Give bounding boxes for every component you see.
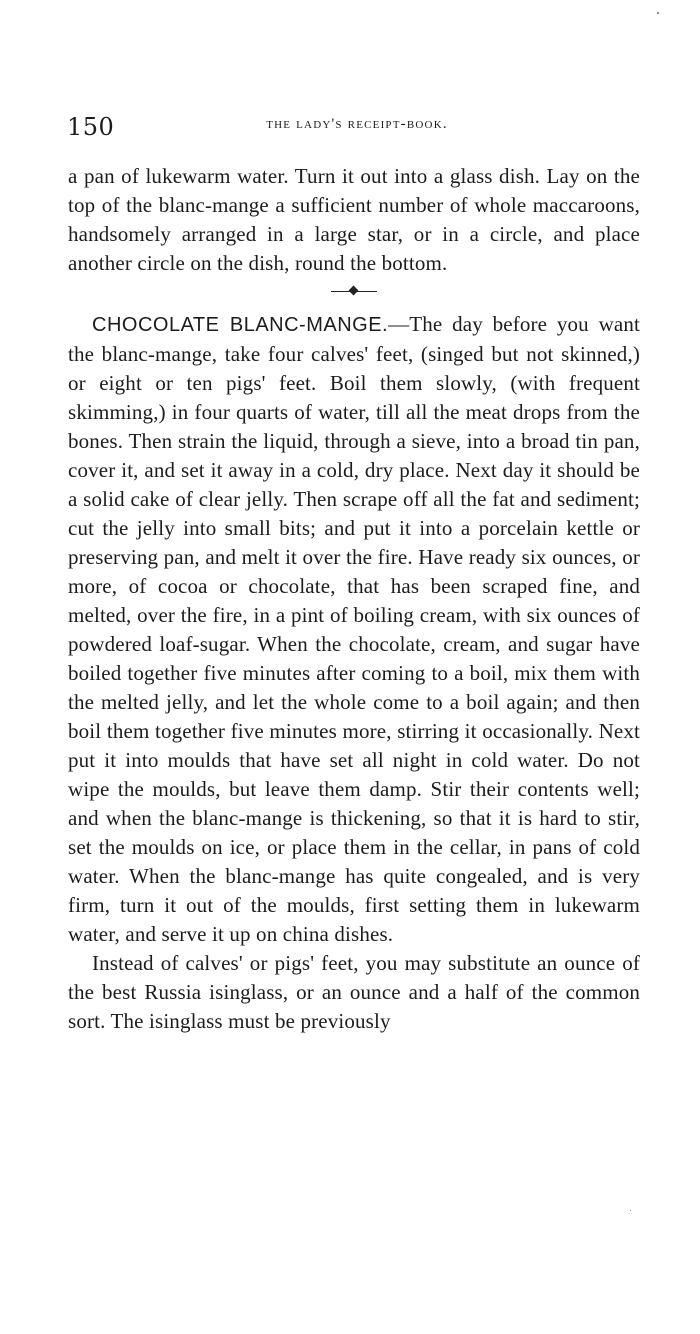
paper-speck [657,12,659,14]
running-head: the lady's receipt-book. [266,116,448,132]
recipe-paragraph [68,310,640,949]
closing-paragraph: Instead of calves' or pigs' feet, you may substitute an ounce of the best Russia isinglass, or an ounce and a half of the common sort. The isinglass must be previously [68,951,640,1033]
continued-paragraph: a pan of lukewarm water. Turn it out into a glass dish. Lay on the top of the blanc-mange a sufficient number of whole maccaroons, handsomely arranged in a large star, or in a circle, and place another circle on the dish, round the bottom. [68,164,640,275]
page-number: 150 [67,113,115,141]
section-divider-ornament [331,286,377,296]
page-body [68,162,640,1036]
recipe-title: CHOCOLATE BLANC-MANGE. [92,314,389,336]
recipe-text: —The day before you want the blanc-mange, take four calves' feet, (singed but not skinned,) or eight or ten pigs' feet. Boil them slowly, (with frequent skimming,) in four quarts of water, till all the meat drops from the bones. Then strain the liquid, through a sieve, into a broad tin pan, cover it, and set it away in a cold, dry place. Next day it should be a solid cake of clear jelly. Then scrape off all the fat and sediment; cut the jelly into small bits; and put it into a porcelain kettle or preserving pan, and melt it over the fire. Have ready six ounces, or more, of cocoa or chocolate, that has been scraped fine, and melted, over the fire, in a pint of boiling cream, with six ounces of powdered loaf-sugar. When the chocolate, cream, and sugar have boiled together five minutes after coming to a boil, mix them with the melted jelly, and let the whole come to a boil again; and then boil them together five minutes more, stirring it occasionally. Next put it into moulds that have set all night in cold water. Do not wipe the moulds, but leave them damp. Stir their contents well; and when the blanc-mange is thickening, so that it is hard to stir, set the moulds on ice, or place them in the cellar, in pans of cold water. When the blanc-mange has quite congealed, and is very firm, turn it out of the moulds, first setting them in lukewarm water, and serve it up on china dishes. [68,312,640,946]
page-header [67,112,647,148]
paper-speck [630,1210,631,1211]
